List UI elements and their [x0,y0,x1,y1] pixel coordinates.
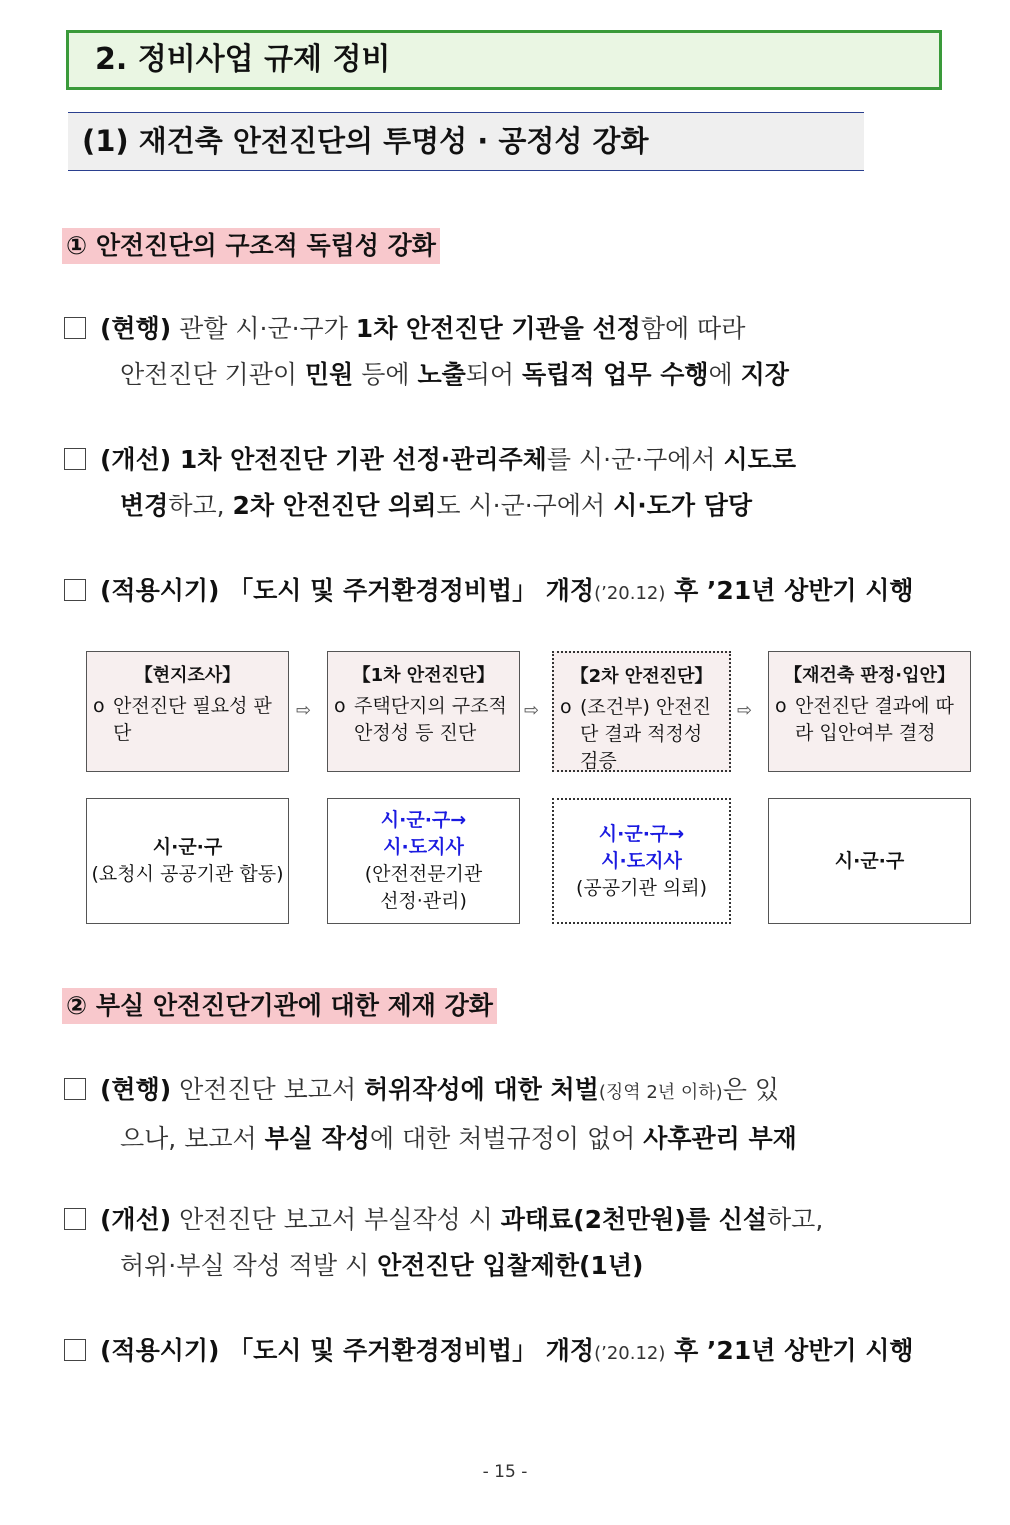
checkbox-icon [64,1078,86,1100]
checkbox-icon [64,448,86,470]
part1-item-current: (현행) 관할 시·군·구가 1차 안전진단 기관을 선정함에 따라 안전진단 기관이 민원 등에 노출되어 독립적 업무 수행에 지장 [64,306,789,398]
sub-title: (1) 재건축 안전진단의 투명성 · 공정성 강화 [68,112,864,171]
flow-arrow-icon: ⇨ [737,700,753,721]
checkbox-icon [64,317,86,339]
flow-agent-first-diagnosis: 시·군·구→ 시·도지사 (안전전문기관 선정·관리) [327,798,520,924]
flow-step-decision: 【재건축 판정·입안】 o 안전진단 결과에 따라 입안여부 결정 [768,651,971,772]
flow-arrow-icon: ⇨ [296,700,312,721]
flow-agent-decision: 시·군·구 [768,798,971,924]
part1-item-schedule: (적용시기) 「도시 및 주거환경정비법」 개정(’20.12) 후 ’21년 상반기 시행 [64,568,914,617]
part2-item-schedule: (적용시기) 「도시 및 주거환경정비법」 개정(’20.12) 후 ’21년 상반기 시행 [64,1328,914,1377]
checkbox-icon [64,579,86,601]
part1-item-improve: (개선) 1차 안전진단 기관 선정·관리주체를 시·군·구에서 시도로 변경하고, 2차 안전진단 의뢰도 시·군·구에서 시·도가 담당 [64,437,796,529]
checkbox-icon [64,1339,86,1361]
part2-item-current: (현행) 안전진단 보고서 허위작성에 대한 처벌(징역 2년 이하)은 있 으나, 보고서 부실 작성에 대한 처벌규정이 없어 사후관리 부재 [64,1067,797,1162]
flow-step-second-diagnosis: 【2차 안전진단】 o (조건부) 안전진단 결과 적정성 검증 [552,651,731,772]
part2-item-improve: (개선) 안전진단 보고서 부실작성 시 과태료(2천만원)를 신설하고, 허위·부실 작성 적발 시 안전진단 입찰제한(1년) [64,1197,823,1289]
section-title: 2. 정비사업 규제 정비 [66,30,942,90]
flow-agent-second-diagnosis: 시·군·구→ 시·도지사 (공공기관 의뢰) [552,798,731,924]
part2-heading: ② 부실 안전진단기관에 대한 제재 강화 [62,988,497,1024]
part1-heading: ① 안전진단의 구조적 독립성 강화 [62,228,440,264]
flow-step-survey: 【현지조사】 o 안전진단 필요성 판단 [86,651,289,772]
checkbox-icon [64,1208,86,1230]
flow-arrow-icon: ⇨ [524,700,540,721]
flow-agent-survey: 시·군·구 (요청시 공공기관 합동) [86,798,289,924]
page-number: - 15 - [482,1462,528,1482]
flow-step-first-diagnosis: 【1차 안전진단】 o 주택단지의 구조적 안정성 등 진단 [327,651,520,772]
